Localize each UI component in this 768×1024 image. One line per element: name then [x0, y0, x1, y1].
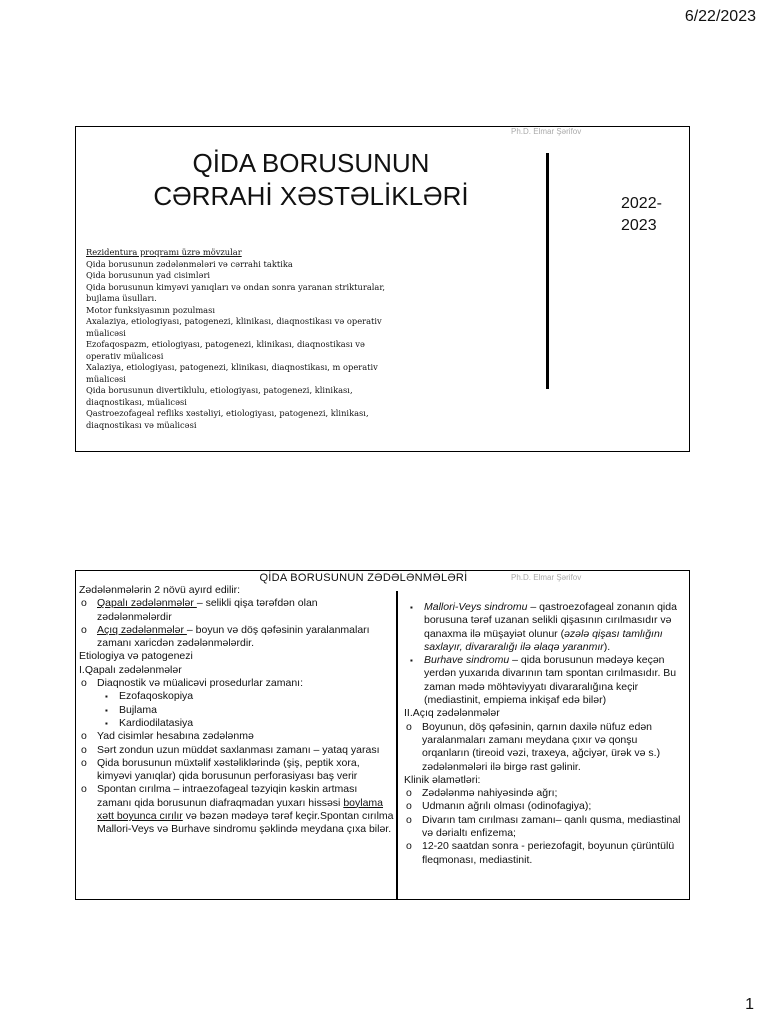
list-item: [404, 800, 686, 813]
term: Mallori-Veys sindromu: [424, 601, 528, 613]
list-item: [404, 721, 686, 774]
topics-list: [86, 247, 416, 431]
underlined-text: boylama xətt boyunca cırılır: [97, 796, 384, 823]
item-text: Boyunun, döş qəfəsinin, qarnın daxilə nüfuz edən yaralanmaları zamanı meydana çıxır və qonşu orqanların (tireoid vəzi, traxeya, ağciyər, ürək və s.) zədələnmələri ilə birgə rast gəlinir.: [422, 720, 661, 773]
topics-heading: Rezidentura proqramı üzrə mövzular: [86, 247, 242, 257]
term: Qapalı zədələnmələr: [97, 597, 197, 610]
slide-2-title: QİDA BORUSUNUN ZƏDƏLƏNMƏLƏRİ: [259, 572, 468, 584]
list-item: [79, 744, 394, 757]
circle-bullet-icon: o: [81, 623, 87, 636]
circle-bullet-icon: o: [406, 787, 412, 800]
sub-list-item: [79, 717, 394, 730]
term: Açıq zədələnmələr: [97, 623, 187, 636]
list-item: [404, 814, 686, 841]
circle-bullet-icon: o: [81, 677, 87, 690]
item-text: Spontan cırılma – intraezofageal təzyiqin kəskin artması zamanı qida borusunun diafraqmadan yuxarı hissəsi: [97, 783, 358, 809]
topic-line: Qida borusunun zədələnmələri və cərrahi taktika: [86, 258, 293, 269]
intro-text: Zədələnmələrin 2 növü ayırd edilir:: [79, 584, 241, 596]
circle-bullet-icon: o: [81, 743, 87, 756]
definition: – selikli qişa tərəfdən olan zədələnmələrdir: [97, 597, 318, 623]
item-text: Udmanın ağrılı olması (odinofagiya);: [422, 800, 592, 813]
topic-line: Motor funksiyasının pozulması: [86, 304, 216, 315]
item-text: Qida borusunun müxtəlif xəstəliklərində (şiş, peptik xora, kimyəvi yanıqlar) qida borusunun perforasiyası baş verir: [97, 756, 360, 783]
definition: – boyun və döş qəfəsinin yaralanmaları zamanı xaricdən zədələnmələrdir.: [97, 623, 370, 650]
item-text: Kardiodilatasiya: [119, 716, 194, 729]
year-line-2: 2023: [621, 217, 657, 234]
definition: – qida borusunun mədəyə keçən yerdən yuxarıda divarının tam spontan cırılmasıdır. Bu zaman mədə möhtəviyyatı divararalığına keçir (mediastinit, empiema inkişaf edə bilər): [424, 654, 677, 707]
sub-list-item: [79, 690, 394, 703]
circle-bullet-icon: o: [406, 800, 412, 813]
list-item: [79, 624, 394, 651]
square-bullet-icon: ▪: [410, 603, 413, 612]
circle-bullet-icon: o: [81, 783, 87, 796]
list-item: [404, 840, 686, 867]
title-line-2: CƏRRAHİ XƏSTƏLİKLƏRİ: [153, 181, 469, 211]
slide-1: [75, 126, 690, 452]
topic-line: Axalaziya, etiologiyası, patogenezi, klinikası, diaqnostikası və operativ: [86, 316, 382, 326]
left-column: [79, 584, 394, 837]
list-item: [79, 597, 394, 624]
topic-line: operativ müalicəsi: [86, 350, 164, 361]
page-number: 1: [745, 996, 754, 1013]
sub-list-item: [79, 704, 394, 717]
definition-end: ).: [603, 640, 611, 653]
item-text: Zədələnmə nahiyəsində ağrı;: [422, 787, 558, 800]
slide-2: [75, 570, 690, 900]
topic-line: müalicəsi: [86, 327, 126, 338]
section-heading: Klinik əlamətləri:: [404, 773, 481, 786]
list-item: [79, 730, 394, 743]
circle-bullet-icon: o: [81, 756, 87, 769]
topic-line: Qastroezofageal refliks xəstəliyi, etiologiyası, patogenezi, klinikası,: [86, 408, 369, 418]
item-text: Sərt zondun uzun müddət saxlanması zamanı – yataq yarası: [97, 743, 380, 756]
topic-line: Qida borusunun yad cisimləri: [86, 270, 211, 280]
list-item: [79, 783, 394, 836]
list-item: [79, 757, 394, 784]
topic-line: Qida borusunun divertiklulu, etiologiyası, patogenezi, klinikası,: [86, 385, 353, 395]
definition: – qastroezofageal zonanın qida borusuna tərəf uzanan selikli qişasının cırılmasıdır və qanaxma ilə müşayiət olunur (: [424, 601, 677, 640]
list-item: [404, 787, 686, 800]
topic-line: müalicəsi: [86, 373, 126, 384]
section-heading: I.Qapalı zədələnmələr: [79, 663, 182, 676]
square-bullet-icon: ▪: [410, 656, 413, 666]
circle-bullet-icon: o: [81, 597, 87, 610]
topic-line: Qida borusunun kimyəvi yanıqları və ondan sonra yaranan strikturalar,: [86, 281, 386, 292]
print-date: 6/22/2023: [684, 8, 756, 25]
slide-1-title: [131, 147, 491, 213]
title-line-1: QİDA BORUSUNUN: [192, 148, 430, 178]
section-heading: Etiologiya və patogenezi: [79, 650, 193, 663]
topic-line: bujlama üsulları.: [86, 293, 157, 303]
circle-bullet-icon: o: [406, 813, 412, 826]
italic-note: əzələ qişası tamlığını saxlayır, divararalığı ilə əlaqə yaranmır: [424, 627, 663, 653]
topic-line: Ezofaqospazm, etiologiyası, patogenezi, klinikası, diaqnostikası və: [86, 339, 365, 349]
column-divider: [396, 591, 398, 899]
topic-line: diaqnostikası, müalicəsi: [86, 396, 187, 407]
square-bullet-icon: ▪: [105, 692, 108, 702]
term: Burhave sindromu: [424, 654, 510, 667]
circle-bullet-icon: o: [406, 720, 412, 733]
section-heading: II.Açıq zədələnmələr: [404, 707, 500, 720]
watermark: Ph.D. Elmar Şərifov: [511, 573, 582, 582]
circle-bullet-icon: o: [406, 840, 412, 853]
vertical-divider: [546, 153, 549, 389]
item-text: Yad cisimlər hesabına zədələnmə: [97, 730, 254, 743]
topic-line: diaqnostikası və müalicəsi: [86, 419, 197, 430]
right-column: [404, 601, 686, 867]
item-text: Ezofaqoskopiya: [119, 690, 194, 703]
list-item: [404, 601, 686, 654]
item-text: Bujlama: [119, 703, 157, 716]
academic-year: [621, 193, 681, 237]
item-text: Diaqnostik və müalicəvi prosedurlar zamanı:: [97, 677, 304, 690]
watermark: Ph.D. Elmar Şərifov: [511, 127, 582, 136]
year-line-1: 2022-: [621, 195, 662, 212]
item-text: və bəzən mədəyə tərəf keçir.Spontan cırılma Mallori-Veys və Burhave sindromu şəklində meydana çıxa bilər.: [97, 810, 394, 836]
circle-bullet-icon: o: [81, 730, 87, 743]
item-text: 12-20 saatdan sonra - periezofagit, boyunun çürüntülü fleqmonası, mediastinit.: [422, 840, 675, 866]
square-bullet-icon: ▪: [105, 718, 108, 728]
square-bullet-icon: ▪: [105, 705, 108, 715]
list-item: [79, 677, 394, 690]
item-text: Divarın tam cırılması zamanı– qanlı qusma, mediastinal və dərialtı enfizema;: [422, 813, 681, 840]
list-item: [404, 654, 686, 707]
topic-line: Xalaziya, etiologiyası, patogenezi, klinikası, diaqnostikası, m operativ: [86, 362, 378, 372]
